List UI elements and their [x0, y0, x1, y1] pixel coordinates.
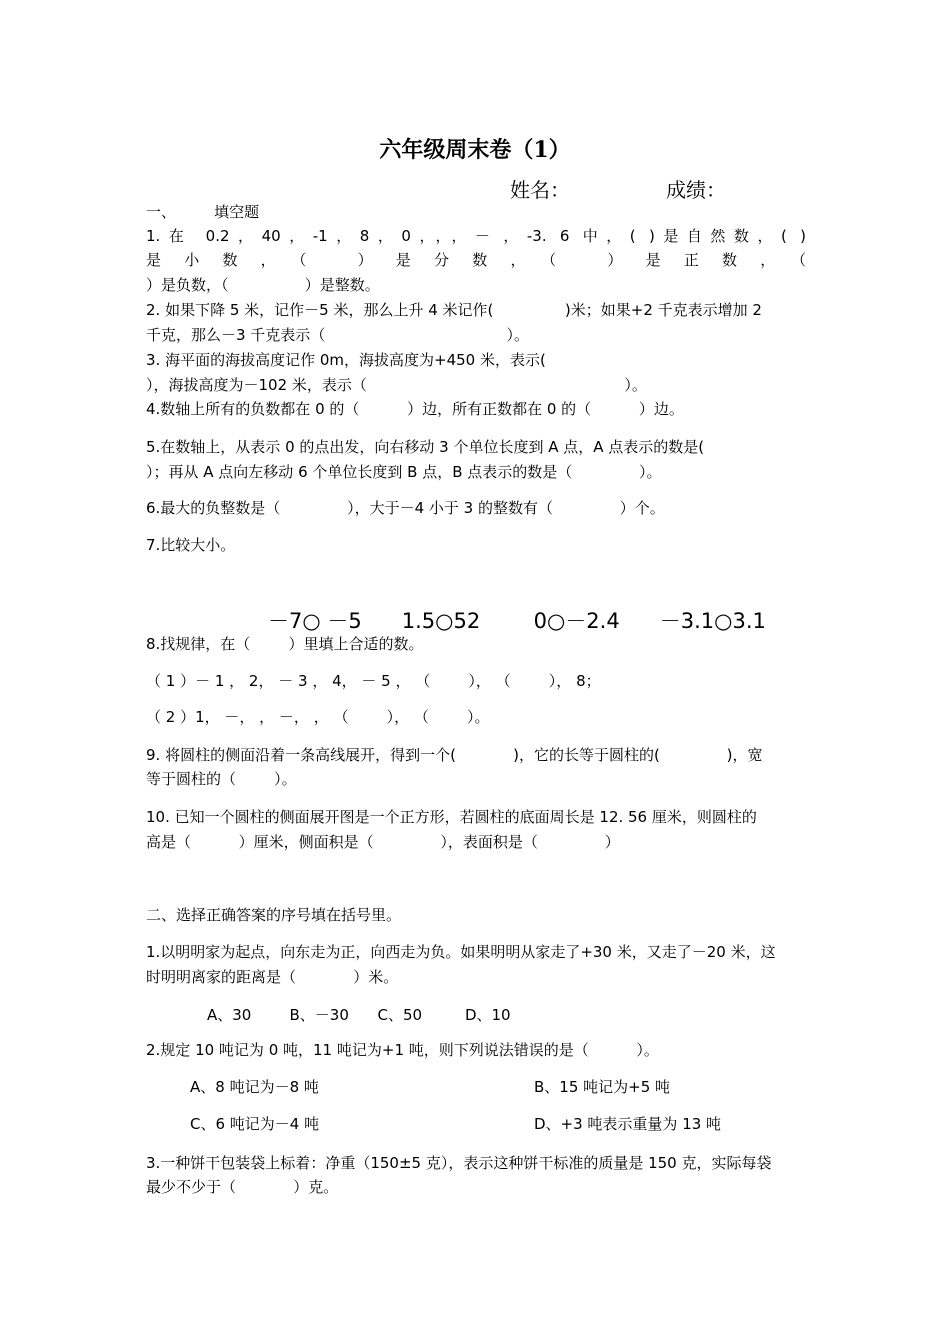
s2-q2-option-b: B、15 吨记为+5 吨 [534, 1078, 671, 1096]
q9-line1: 9. 将圆柱的侧面沿着一条高线展开，得到一个( )，它的长等于圆柱的( )，宽 [146, 746, 763, 764]
s2-q1-line2: 时明明离家的距离是（ ）米。 [146, 968, 399, 986]
q10-line2: 高是（ ）厘米，侧面积是（ ），表面积是（ ） [146, 833, 620, 851]
s2-q2-option-d: D、+3 吨表示重量为 13 吨 [534, 1115, 722, 1133]
s2-q2-option-a: A、8 吨记为－8 吨 [190, 1078, 319, 1096]
s2-q2-option-c: C、6 吨记为－4 吨 [190, 1115, 320, 1133]
q8-sub1: （ 1 ）－ 1 ， 2， － 3 ， 4， － 5 ， （ ）， （ ）， 8； [146, 672, 601, 690]
s2-q1-line1: 1.以明明家为起点，向东走为正，向西走为负。如果明明从家走了+30 米，又走了－20 米，这 [146, 943, 776, 961]
q3-line2: ），海拔高度为－102 米，表示（ ）。 [146, 376, 647, 394]
q7-line: 7.比较大小。 [146, 536, 236, 554]
q9-line2: 等于圆柱的（ ）。 [146, 770, 297, 788]
q10-line1: 10. 已知一个圆柱的侧面展开图是一个正方形，若圆柱的底面周长是 12. 56 厘米，则圆柱的 [146, 808, 757, 826]
s2-q1-options: A、30 B、－30 C、50 D、10 [207, 1006, 511, 1024]
q2-line1: 2. 如果下降 5 米，记作－5 米，那么上升 4 米记作( )米；如果+2 千克表示增加 2 [146, 301, 762, 319]
compare-expressions: －7○ －5 1.5○52 0○－2.4 －3.1○3.1 [268, 609, 766, 633]
q8-line: 8.找规律，在（ ）里填上合适的数。 [146, 635, 424, 653]
section1-heading: 一、 填空题 [146, 203, 260, 221]
page-title: 六年级周末卷（1） [379, 137, 571, 163]
q1-line2: 是小数，（ ）是分数，（ ）是正数，（ [146, 251, 806, 269]
s2-q3-line1: 3.一种饼干包装袋上标着：净重（150±5 克），表示这种饼干标准的质量是 150 克，实际每袋 [146, 1154, 772, 1172]
q4-line: 4.数轴上所有的负数都在 0 的（ ）边，所有正数都在 0 的（ ）边。 [146, 400, 684, 418]
q2-line2: 千克，那么－3 千克表示（ ）。 [146, 326, 529, 344]
q1-line1: 1.在 0.2，40，-1，8，0，，，－ ，-3. 6 中，( )是自然数，( ) [146, 227, 806, 245]
q3-line1: 3. 海平面的海拔高度记作 0m，海拔高度为+450 米，表示( [146, 351, 546, 369]
s2-q2-stem: 2.规定 10 吨记为 0 吨，11 吨记为+1 吨，则下列说法错误的是（ ）。 [146, 1041, 659, 1059]
s2-q3-line2: 最少不少于（ ）克。 [146, 1178, 339, 1196]
q8-sub2: （ 2 ）1， －， ， －， ， （ ）， （ ）。 [146, 708, 490, 726]
score-label: 成绩： [666, 178, 726, 202]
q6-line: 6.最大的负整数是（ ），大于－4 小于 3 的整数有（ ）个。 [146, 499, 665, 517]
q5-line1: 5.在数轴上，从表示 0 的点出发，向右移动 3 个单位长度到 A 点，A 点表示的数是( [146, 438, 705, 456]
q1-line3: ）是负数，（ ）是整数。 [146, 276, 380, 294]
name-label: 姓名： [510, 178, 570, 202]
q5-line2: ）；再从 A 点向左移动 6 个单位长度到 B 点，B 点表示的数是（ ）。 [146, 463, 662, 481]
section2-heading: 二、选择正确答案的序号填在括号里。 [146, 906, 402, 924]
